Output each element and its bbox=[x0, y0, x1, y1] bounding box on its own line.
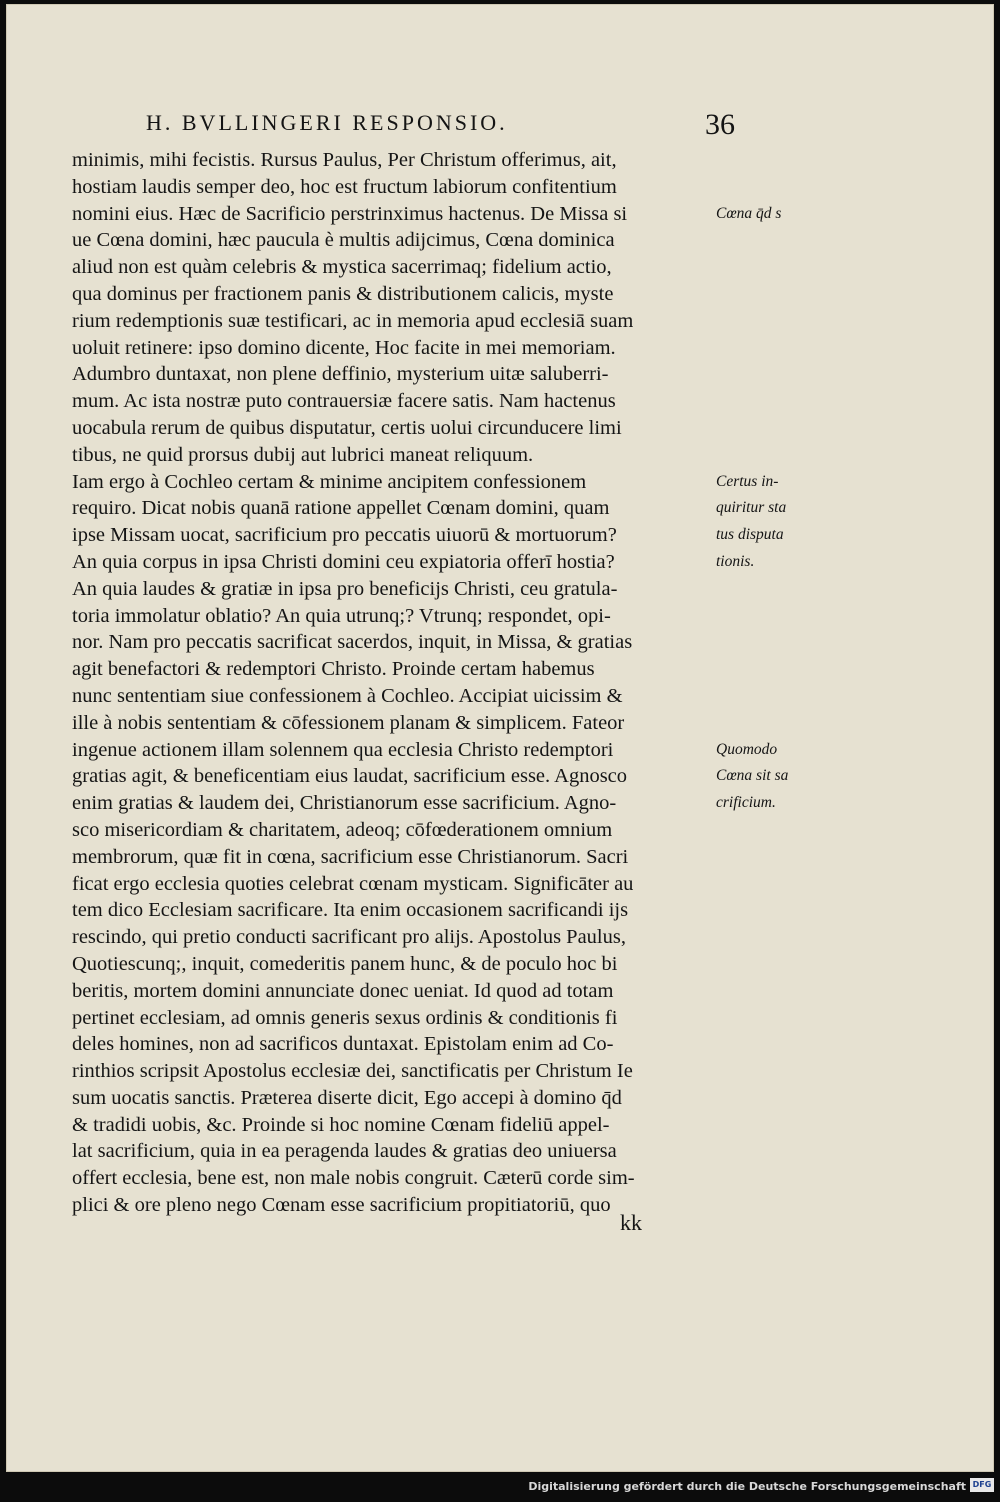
text-line: tibus, ne quid prorsus dubij aut lubrici maneat reliquum. bbox=[72, 443, 534, 466]
text-line: uocabula rerum de quibus disputatur, certis uolui circunducere limi bbox=[72, 416, 622, 439]
text-line: & tradidi uobis, &c. Proinde si hoc nomine Cœnam fideliū appel- bbox=[72, 1113, 610, 1136]
margin-note: tionis. bbox=[716, 553, 755, 570]
catchword: kk bbox=[620, 1210, 642, 1235]
text-line: requiro. Dicat nobis quanā ratione appellet Cœnam domini, quam bbox=[72, 497, 610, 520]
text-line: agit benefactori & redemptori Christo. Proinde certam habemus bbox=[72, 658, 595, 681]
margin-note: Cœna sit sa bbox=[716, 767, 789, 785]
text-line: sco misericordiam & charitatem, adeoq; cōfœderationem omnium bbox=[72, 818, 613, 841]
text-line: nomini eius. Hæc de Sacrificio perstrinximus hactenus. De Missa si bbox=[72, 202, 628, 225]
main-text-block bbox=[72, 147, 712, 1219]
text-line: enim gratias & laudem dei, Christianorum esse sacrificium. Agno- bbox=[72, 792, 617, 815]
text-line: hostiam laudis semper deo, hoc est fructum labiorum confitentium bbox=[72, 175, 617, 198]
text-line: ficat ergo ecclesia quoties celebrat cœnam mysticam. Significāter au bbox=[72, 872, 634, 895]
text-line: deles homines, non ad sacrificos duntaxat. Epistolam enim ad Co- bbox=[72, 1033, 614, 1056]
text-line: tem dico Ecclesiam sacrificare. Ita enim occasionem sacrificandi ijs bbox=[72, 899, 629, 922]
text-line: ipse Missam uocat, sacrificium pro peccatis uiuorū & mortuorum? bbox=[72, 524, 617, 547]
margin-note: Certus in- bbox=[716, 472, 779, 490]
text-line: nunc sententiam siue confessionem à Cochleo. Accipiat uicissim & bbox=[72, 684, 623, 707]
dfg-logo-icon: DFG bbox=[970, 1478, 994, 1492]
text-line: sum uocatis sanctis. Præterea diserte dicit, Ego accepi à domino q̄d bbox=[72, 1086, 622, 1109]
folio-number: 36 bbox=[705, 108, 735, 141]
text-line: An quia corpus in ipsa Christi domini ceu expiatoria offerī hostia? bbox=[72, 550, 615, 573]
text-line: ille à nobis sententiam & cōfessionem planam & simplicem. Fateor bbox=[72, 711, 625, 734]
text-line: ue Cœna domini, hæc paucula è multis adijcimus, Cœna dominica bbox=[72, 229, 615, 252]
text-line: rescindo, qui pretio conducti sacrificant pro alijs. Apostolus Paulus, bbox=[72, 926, 626, 949]
text-line: qua dominus per fractionem panis & distributionem calicis, myste bbox=[72, 282, 614, 305]
text-line: rium redemptionis suæ testificari, ac in memoria apud ecclesiā suam bbox=[72, 309, 634, 332]
text-line: nor. Nam pro peccatis sacrificat sacerdos, inquit, in Missa, & gratias bbox=[72, 631, 633, 654]
text-line: Iam ergo à Cochleo certam & minime ancipitem confessionem bbox=[72, 470, 587, 493]
margin-note: crificium. bbox=[716, 794, 776, 812]
margin-note: tus disputa bbox=[716, 526, 784, 544]
text-line: mum. Ac ista nostræ puto contrauersiæ facere satis. Nam hactenus bbox=[72, 390, 616, 413]
text-line: toria immolatur oblatio? An quia utrunq;? Vtrunq; respondet, opi- bbox=[72, 604, 611, 627]
text-line: ingenue actionem illam solennem qua ecclesia Christo redemptori bbox=[72, 738, 614, 761]
text-line: lat sacrificium, quia in ea peragenda laudes & gratias deo uniuersa bbox=[72, 1140, 617, 1163]
text-line: pertinet ecclesiam, ad omnis generis sexus ordinis & conditionis fi bbox=[72, 1006, 618, 1029]
text-line: Adumbro duntaxat, non plene deffinio, mysterium uitæ saluberri- bbox=[72, 363, 609, 386]
text-line: An quia laudes & gratiæ in ipsa pro beneficijs Christi, ceu gratula- bbox=[72, 577, 618, 600]
margin-note: quiritur sta bbox=[716, 499, 787, 517]
text-line: uoluit retinere: ipso domino dicente, Hoc facite in mei memoriam. bbox=[72, 336, 616, 359]
text-line: offert ecclesia, bene est, non male nobis congruit. Cæterū corde sim- bbox=[72, 1167, 635, 1190]
margin-note: Cœna q̄d s bbox=[716, 204, 782, 222]
text-line: gratias agit, & beneficentiam eius laudat, sacrificium esse. Agnosco bbox=[72, 765, 628, 788]
margin-note: Quomodo bbox=[716, 740, 778, 758]
text-line: rinthios scripsit Apostolus ecclesiæ dei, sanctificatis per Christum Ie bbox=[72, 1060, 633, 1083]
funding-note: Digitalisierung gefördert durch die Deutsche Forschungsgemeinschaft bbox=[528, 1480, 966, 1493]
text-line: aliud non est quàm celebris & mystica sacerrimaq; fidelium actio, bbox=[72, 256, 612, 279]
running-title: H. BVLLINGERI RESPONSIO. bbox=[146, 110, 508, 135]
text-line: membrorum, quæ fit in cœna, sacrificium esse Christianorum. Sacri bbox=[72, 845, 629, 868]
text-line: beritis, mortem domini annunciate donec ueniat. Id quod ad totam bbox=[72, 979, 614, 1002]
text-line: plici & ore pleno nego Cœnam esse sacrificium propitiatoriū, quo bbox=[72, 1194, 611, 1217]
text-line: minimis, mihi fecistis. Rursus Paulus, Per Christum offerimus, ait, bbox=[72, 149, 617, 171]
text-line: Quotiescunq;, inquit, comederitis panem hunc, & de poculo hoc bi bbox=[72, 952, 618, 975]
